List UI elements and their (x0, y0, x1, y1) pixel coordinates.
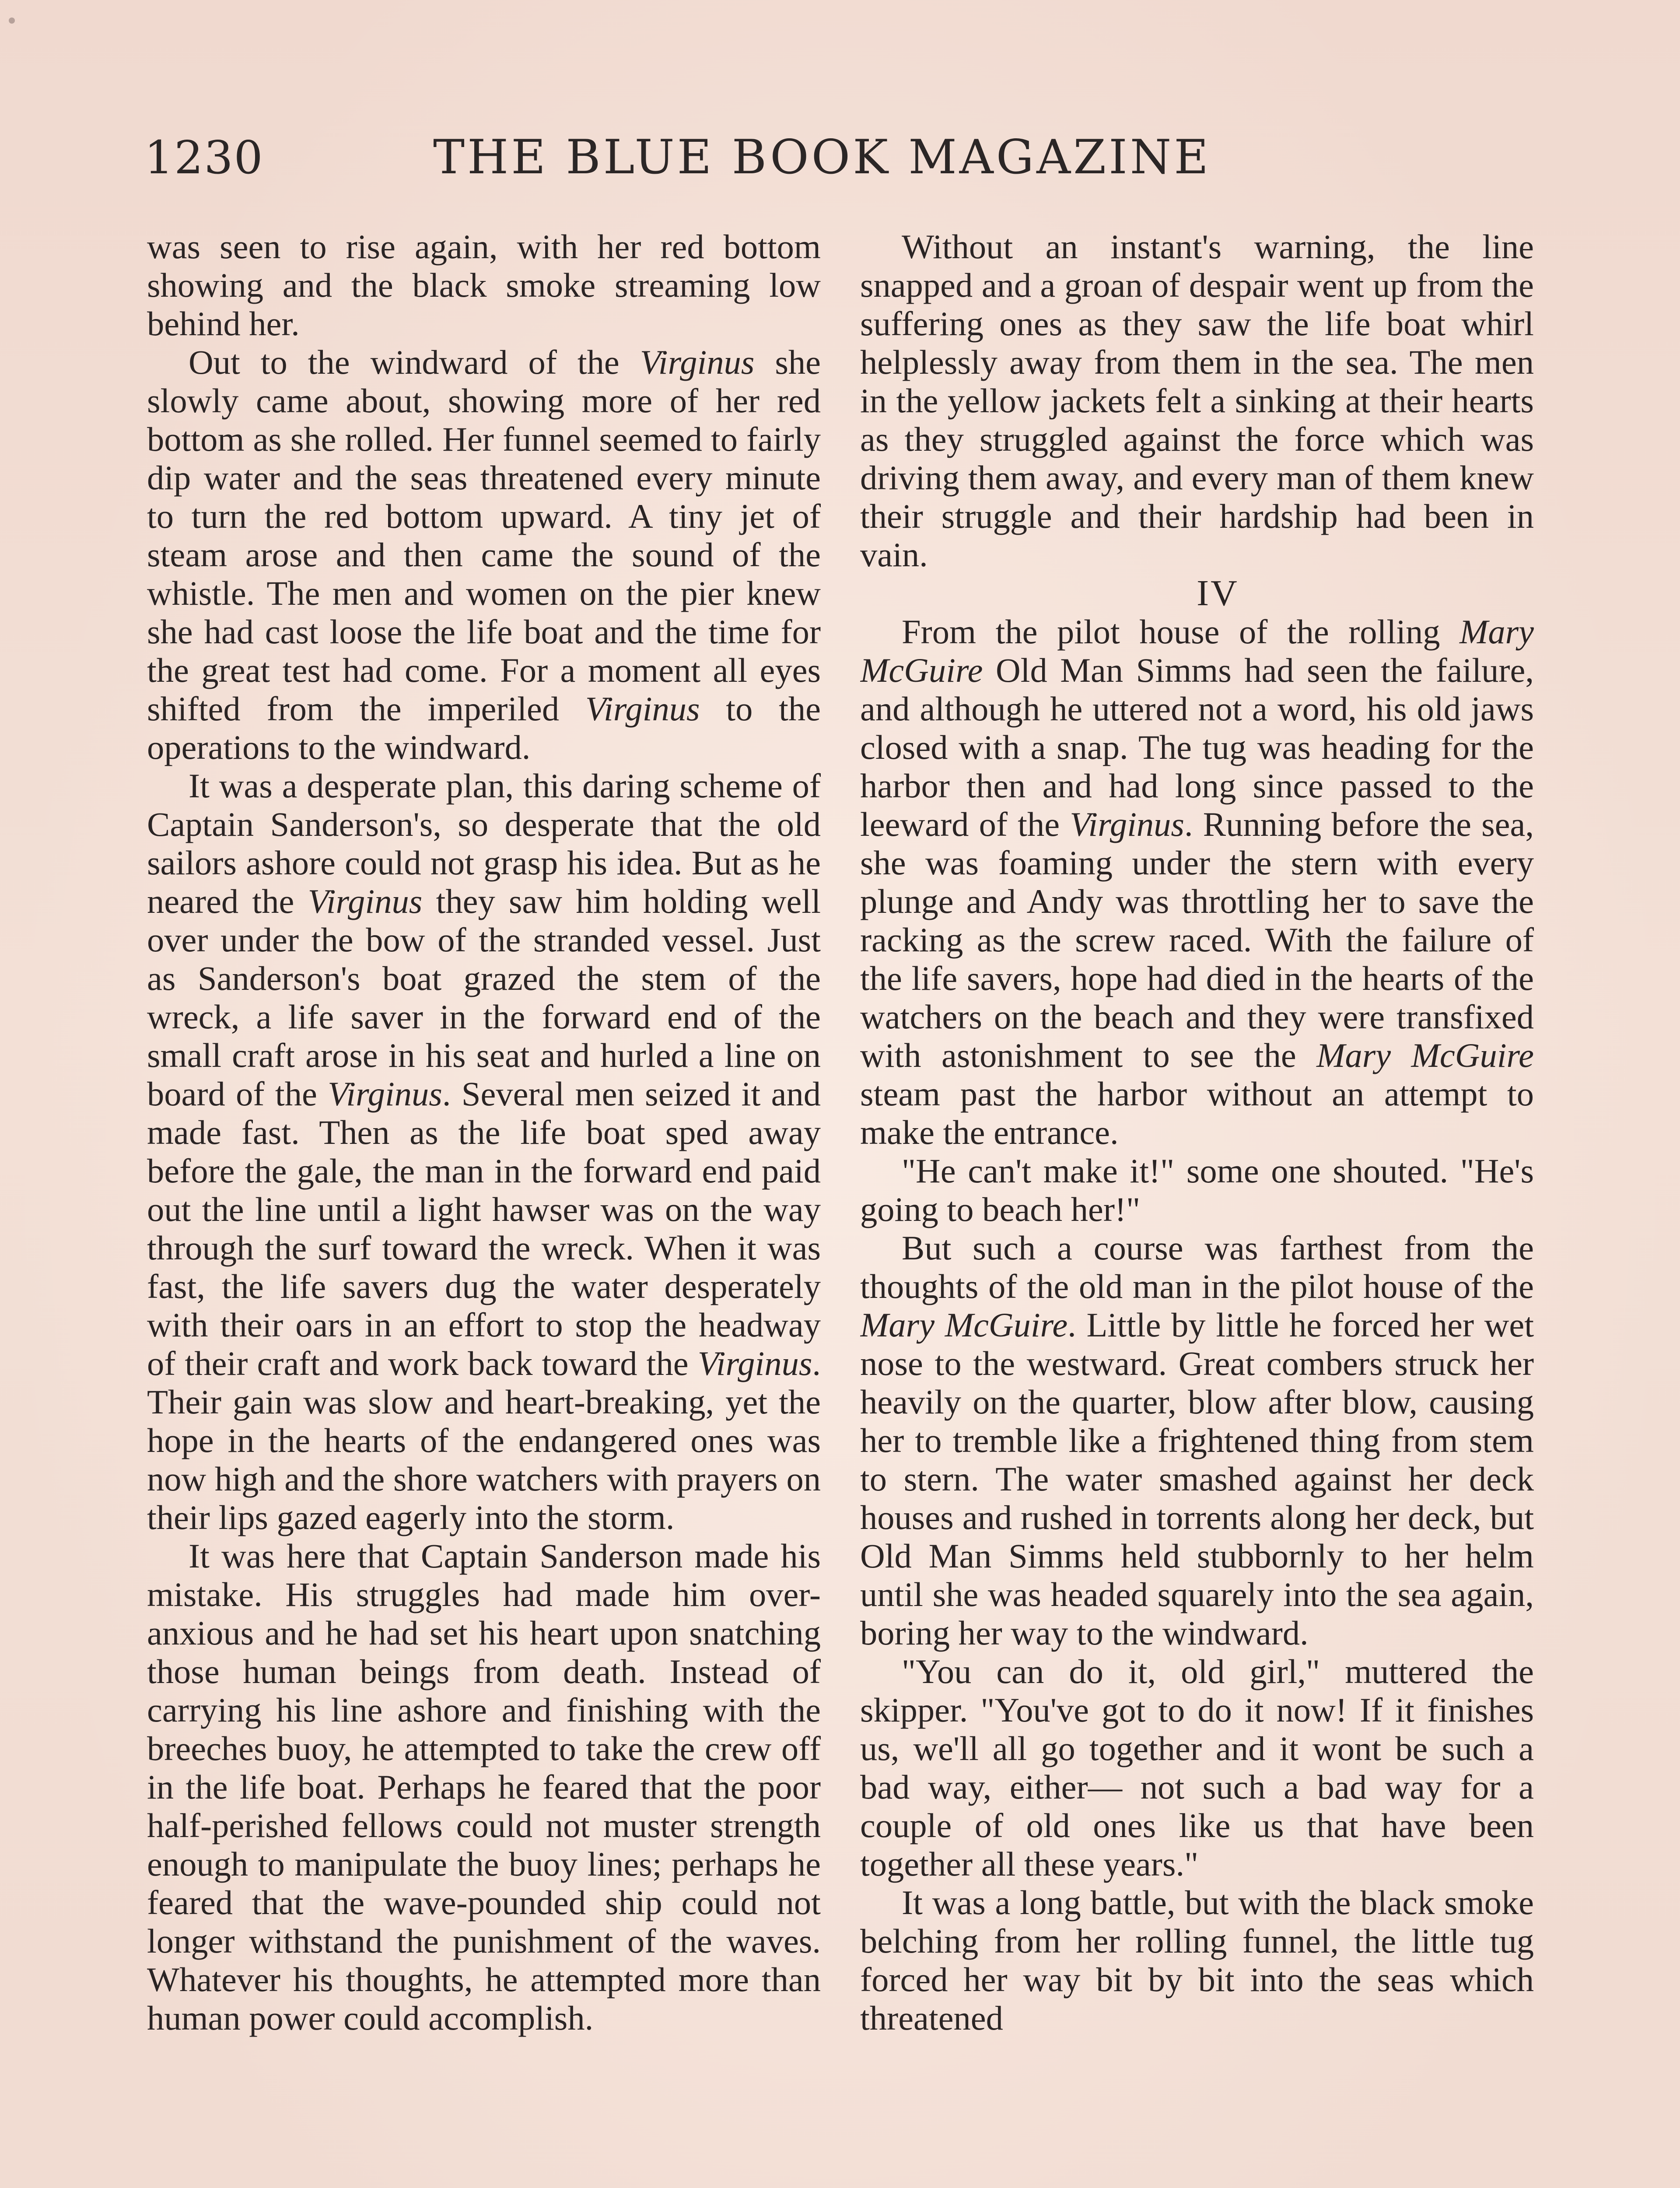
section-heading: IV (1197, 573, 1239, 614)
paragraph: It was a desperate plan, this daring scheme of Captain Sanderson's, so desperate that the old sailors ashore could not grasp his idea. But as he neared the Virginus they saw him holding well over under the bow of the stranded vessel. Just as Sanderson's boat grazed the stem of the wreck, a life saver in the forward end of the small craft arose in his seat and hurled a line on board of the Virginus. Several men seized it and made fast. Then as the life boat sped away before the gale, the man in the forward end paid out the line until a light hawser was on the way through the surf toward the wreck. When it was fast, the life savers dug the water desperately with their oars in an effort to stop the headway of their craft and work back toward the Virginus. Their gain was slow and heart-breaking, yet the hope in the hearts of the endangered ones was now high and the shore watchers with prayers on their lips gazed eagerly into the storm. (147, 767, 821, 1536)
paragraph: was seen to rise again, with her red bottom showing and the black smoke streaming low behind her. (147, 228, 821, 343)
left-column (147, 228, 821, 2188)
page-blemish (9, 18, 15, 24)
paragraph: Without an instant's warning, the line snapped and a groan of despair went up from the suffering ones as they saw the life boat whirl helplessly away from them in the sea. The men in the yellow jackets felt a sinking at their hearts as they struggled against the force which was driving them away, and every man of them knew their struggle and their hardship had been in vain. (860, 228, 1534, 574)
paragraph: "He can't make it!" some one shouted. "He's going to beach her!" (860, 1152, 1534, 1228)
paragraph: Out to the windward of the Virginus she slowly came about, showing more of her red bottom as she rolled. Her funnel seemed to fairly dip water and the seas threatened every minute to turn the red bottom upward. A tiny jet of steam arose and then came the sound of the whistle. The men and women on the pier knew she had cast loose the life boat and the time for the great test had come. For a moment all eyes shifted from the imperiled Virginus to the operations to the windward. (147, 343, 821, 766)
paragraph: But such a course was farthest from the thoughts of the old man in the pilot house of the Mary McGuire. Little by little he forced her wet nose to the westward. Great combers struck her heavily on the quarter, blow after blow, causing her to tremble like a frightened thing from stem to stern. The water smashed against her deck houses and rushed in torrents along her deck, but Old Man Simms held stubbornly to her helm until she was headed squarely into the sea again, boring her way to the windward. (860, 1229, 1534, 1652)
page-number: 1230 (144, 131, 264, 184)
magazine-title: THE BLUE BOOK MAGAZINE (433, 130, 1211, 185)
paragraph: It was a long battle, but with the black smoke belching from her rolling funnel, the little tug forced her way bit by bit into the seas which threatened (860, 1883, 1534, 2037)
paragraph: "You can do it, old girl," muttered the skipper. "You've got to do it now! If it finishes us, we'll all go together and it wont be such a bad way, either— not such a bad way for a couple of old ones like us that have been together all these years." (860, 1652, 1534, 1883)
page-header (144, 123, 1544, 193)
right-column (860, 228, 1534, 2188)
paragraph: From the pilot house of the rolling Mary McGuire Old Man Simms had seen the failure, and although he uttered not a word, his old jaws closed with a snap. The tug was heading for the harbor then and had long since passed to the leeward of the Virginus. Running before the sea, she was foaming under the stern with every plunge and Andy was throttling her to save the racking as the screw raced. With the failure of the life savers, hope had died in the hearts of the watchers on the beach and they were transfixed with astonishment to see the Mary McGuire steam past the harbor without an attempt to make the entrance. (860, 613, 1534, 1151)
paragraph: It was here that Captain Sanderson made his mistake. His struggles had made him over-anxious and he had set his heart upon snatching those human beings from death. Instead of carrying his line ashore and finishing with the breeches buoy, he attempted to take the crew off in the life boat. Perhaps he feared that the poor half-perished fellows could not muster strength enough to manipulate the buoy lines; perhaps he feared that the wave-pounded ship could not longer withstand the punishment of the waves. Whatever his thoughts, he attempted more than human power could accomplish. (147, 1537, 821, 2037)
